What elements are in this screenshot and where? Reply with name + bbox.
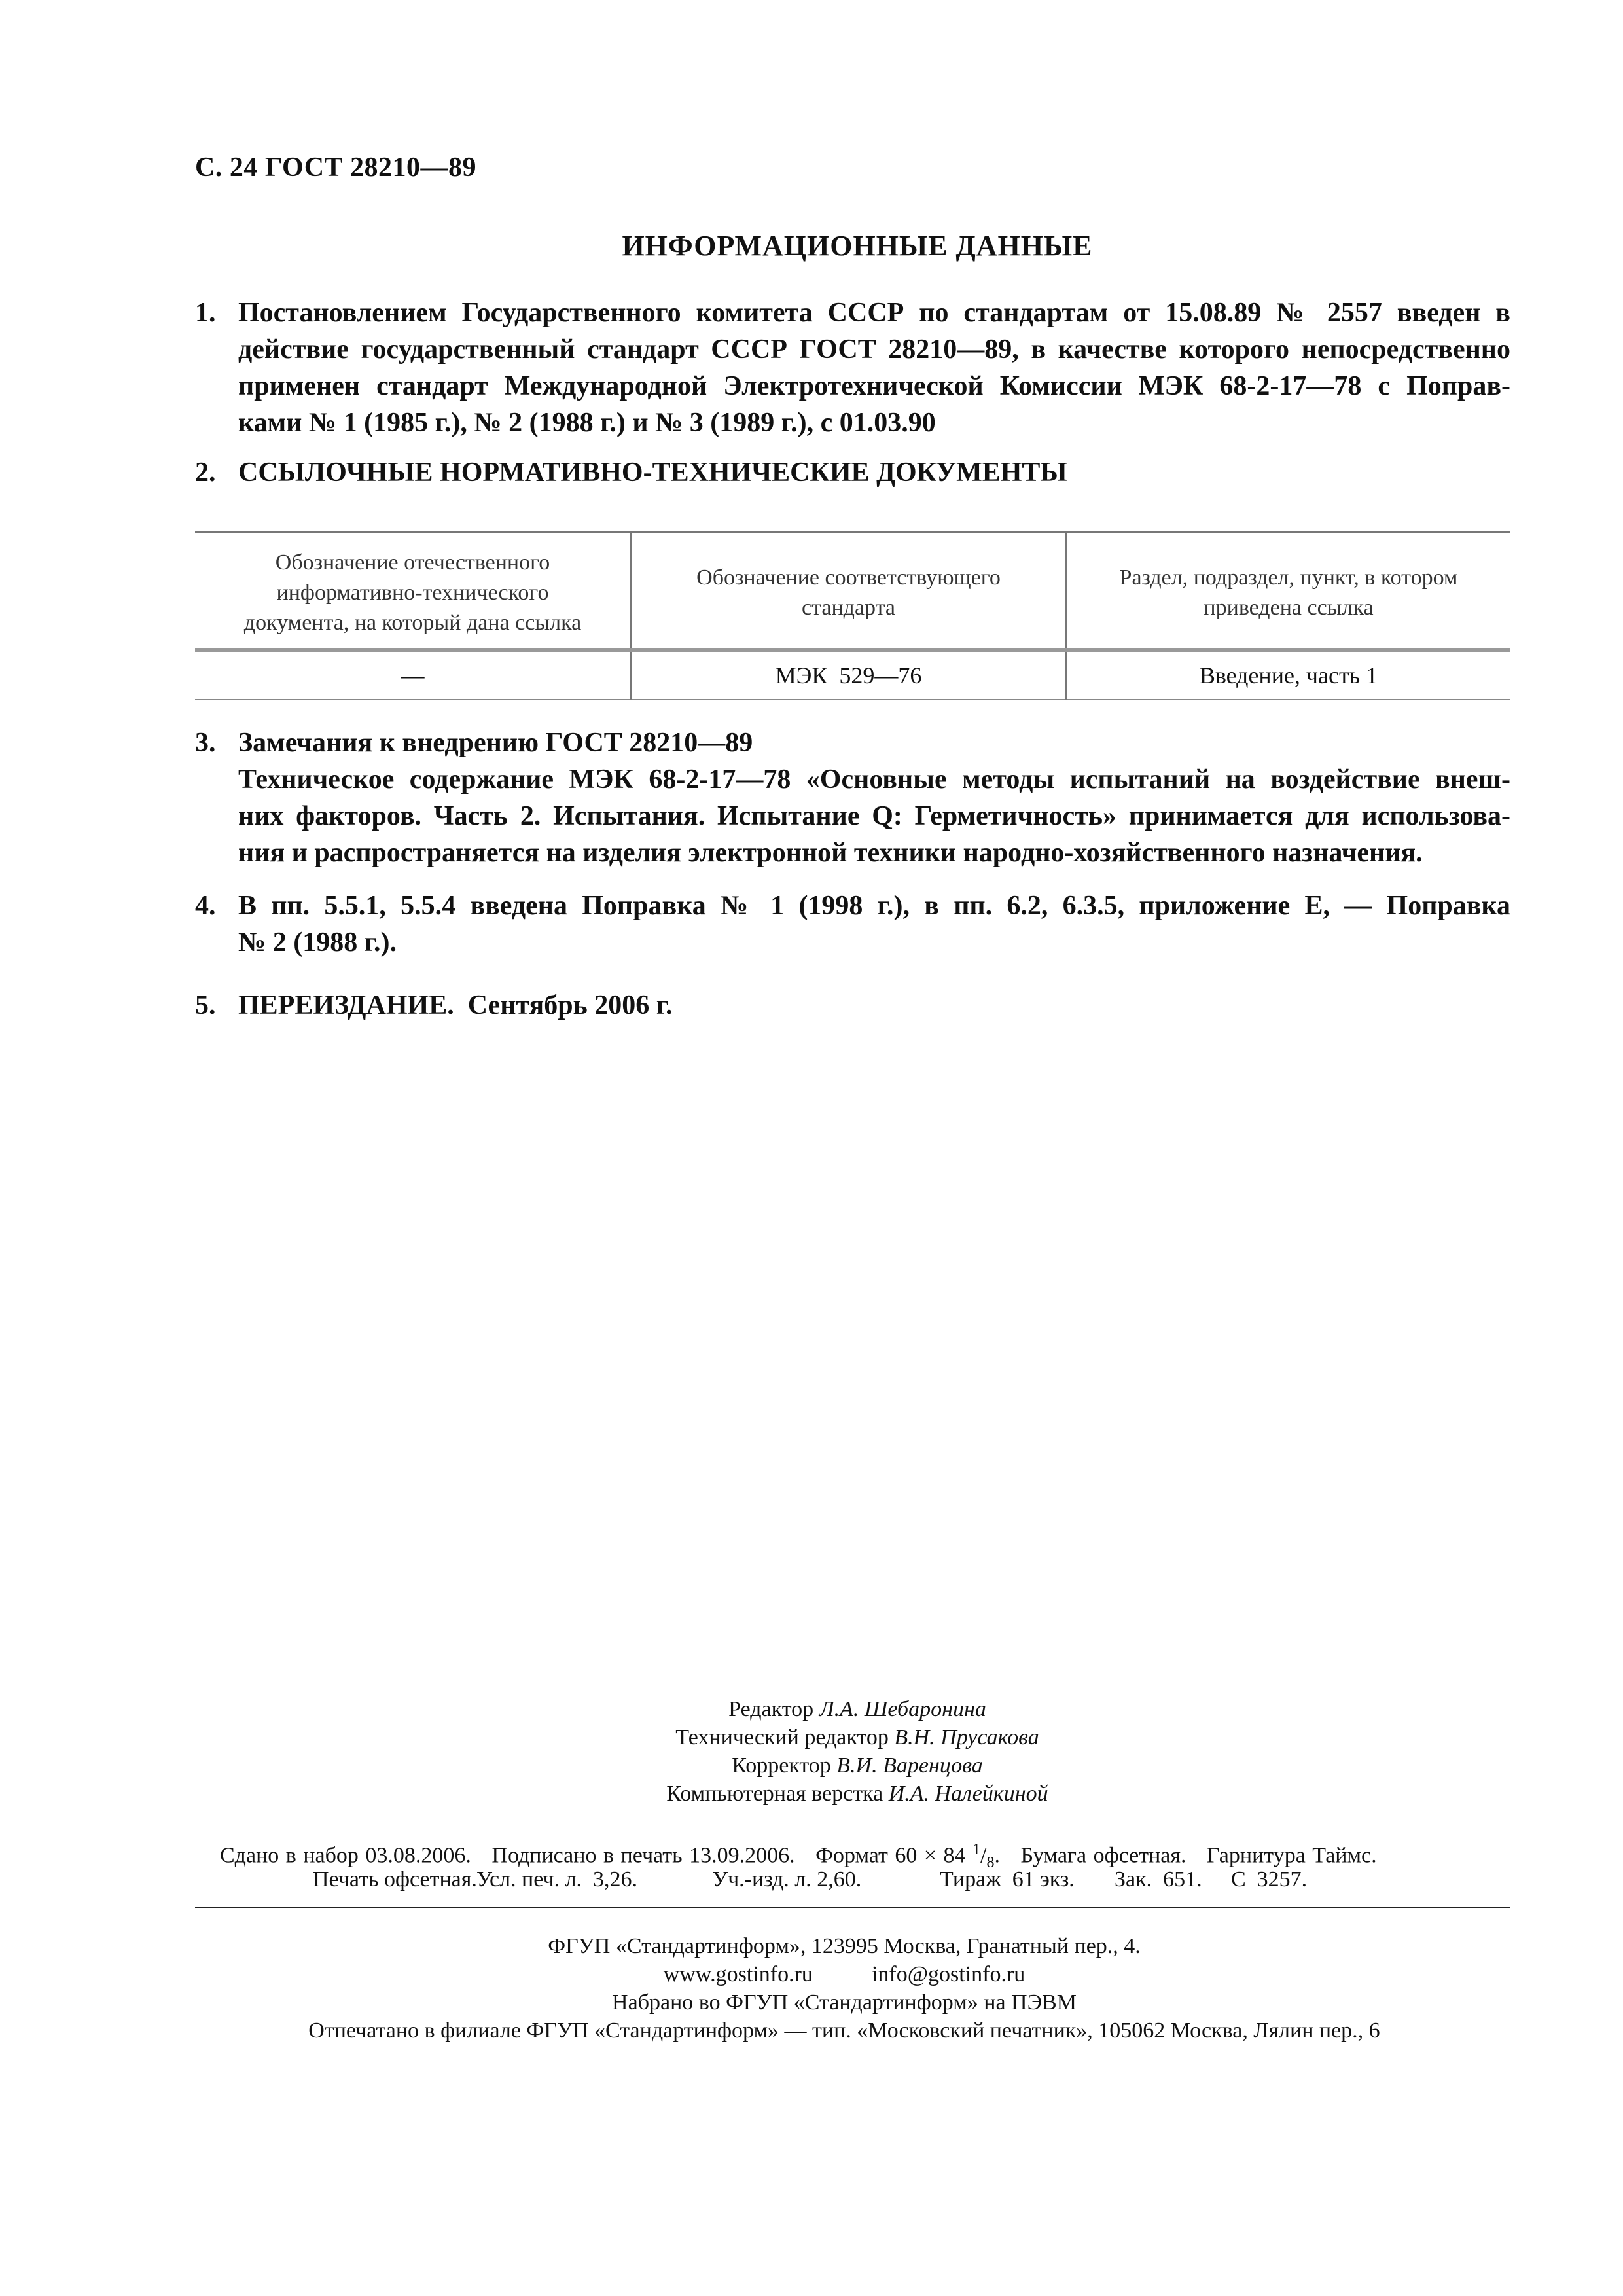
credit-role: Технический редактор — [675, 1725, 889, 1749]
item-number: 5. — [195, 990, 216, 1020]
header-line: документа, на который дана ссылка — [243, 611, 582, 635]
header-line: стандарта — [802, 596, 895, 620]
item-line: действие государственный стандарт СССР ГОСТ 28210—89, в качестве которого непосредственно — [238, 334, 1510, 365]
item-5 — [195, 987, 1510, 1024]
divider — [195, 1907, 1510, 1908]
table-cell: — — [401, 662, 425, 689]
printed-note: Отпечатано в филиале ФГУП «Стандартинформ» — тип. «Московский печатник», 105062 Москва, Лялин пер., 6 — [308, 2018, 1380, 2043]
printing-field: Печать офсетная. — [313, 1867, 477, 1892]
fraction-denominator: 8 — [986, 1854, 995, 1872]
publisher-address: ФГУП «Стандартинформ», 123995 Москва, Гранатный пер., 4. — [548, 1934, 1141, 1958]
credit-name: И.А. Налейкиной — [888, 1782, 1048, 1806]
column-header — [1066, 532, 1510, 650]
printing-line-2 — [313, 1865, 1307, 1895]
credit-name: В.Н. Прусакова — [894, 1725, 1039, 1749]
reference-table — [195, 531, 1510, 700]
item-number: 2. — [195, 457, 216, 488]
contacts-line — [0, 1960, 1623, 1988]
credit-role: Компьютерная верстка — [666, 1782, 883, 1806]
publisher-footer — [0, 1932, 1623, 2045]
item-3 — [195, 725, 1510, 871]
item-line: Замечания к внедрению ГОСТ 28210—89 — [238, 728, 753, 758]
item-line: № 2 (1988 г.). — [238, 927, 397, 958]
printing-field: Усл. печ. л. 3,26. — [476, 1867, 638, 1892]
header-line: информативно-технического — [276, 581, 549, 605]
website-link[interactable]: www.gostinfo.ru — [663, 1962, 813, 1986]
header-line: Раздел, подраздел, пункт, в котором — [1119, 565, 1458, 590]
credit-role: Редактор — [728, 1697, 814, 1721]
item-line: применен стандарт Международной Электротехнической Комиссии МЭК 68-2-17—78 с Поправ- — [238, 371, 1510, 401]
section-heading: ССЫЛОЧНЫЕ НОРМАТИВНО-ТЕХНИЧЕСКИЕ ДОКУМЕНТЫ — [238, 457, 1067, 488]
item-1 — [195, 295, 1510, 441]
item-line: ками № 1 (1985 г.), № 2 (1988 г.) и № 3 (1989 г.), с 01.03.90 — [238, 408, 936, 438]
header-line: приведена ссылка — [1204, 596, 1374, 620]
item-line: них факторов. Часть 2. Испытания. Испытание Q: Герметичность» принимается для использова- — [238, 801, 1510, 831]
credits-block — [0, 1695, 1623, 1808]
printing-field: Уч.-изд. л. 2,60. — [712, 1867, 862, 1892]
table-cell: Введение, часть 1 — [1066, 650, 1510, 700]
item-line: Постановлением Государственного комитета СССР по стандартам от 15.08.89 № 2557 введен в — [238, 298, 1510, 328]
header-line: Обозначение отечественного — [275, 550, 550, 575]
printing-field: С 3257. — [1231, 1867, 1308, 1892]
item-number: 3. — [195, 728, 216, 758]
credit-line — [0, 1723, 1623, 1751]
running-head: С. 24 ГОСТ 28210—89 — [195, 152, 477, 183]
item-line: В пп. 5.5.1, 5.5.4 введена Поправка № 1 (1998 г.), в пп. 6.2, 6.3.5, приложение Е, — Поправка — [238, 891, 1510, 921]
item-line: ния и распространяется на изделия электронной техники народно-хозяйственного назначения. — [238, 838, 1423, 868]
item-body — [238, 725, 1510, 871]
credit-line — [0, 1780, 1623, 1808]
item-body — [238, 888, 1510, 961]
credit-line — [0, 1695, 1623, 1723]
page-title: ИНФОРМАЦИОННЫЕ ДАННЫЕ — [622, 230, 1093, 262]
fraction-numerator: 1 — [972, 1841, 980, 1858]
credit-name: Л.А. Шебаронина — [819, 1697, 986, 1721]
item-4 — [195, 888, 1510, 961]
email-link[interactable]: info@gostinfo.ru — [871, 1962, 1026, 1986]
item-2 — [195, 454, 1510, 491]
credit-line — [0, 1751, 1623, 1780]
header-line: Обозначение соответствующего — [696, 565, 1001, 590]
credit-name: В.И. Варенцова — [836, 1753, 983, 1778]
column-header — [631, 532, 1066, 650]
table-cell: МЭК 529—76 — [631, 650, 1066, 700]
printing-line-1: Сдано в набор 03.08.2006. Подписано в печать 13.09.2006. Формат 60 × 84 $^1/_8$. Бумага офсетная. Гарнитура Таймс. — [220, 1841, 1377, 1872]
item-number: 1. — [195, 298, 216, 328]
column-header — [195, 532, 631, 650]
printing-text: Сдано в набор 03.08.2006. Подписано в печать 13.09.2006. Формат 60 × 84 — [220, 1843, 972, 1868]
table-row — [195, 650, 1510, 700]
printing-field: Тираж 61 экз. — [940, 1867, 1075, 1892]
typeset-note: Набрано во ФГУП «Стандартинформ» на ПЭВМ — [612, 1990, 1077, 2015]
table-header-row — [195, 532, 1510, 650]
item-line: Техническое содержание МЭК 68-2-17—78 «Основные методы испытаний на воздействие внеш- — [238, 764, 1510, 795]
item-number: 4. — [195, 891, 216, 921]
printing-text: . Бумага офсетная. Гарнитура Таймс. — [994, 1843, 1377, 1868]
item-body: ПЕРЕИЗДАНИЕ. Сентябрь 2006 г. — [238, 990, 673, 1020]
printing-field: Зак. 651. — [1115, 1867, 1202, 1892]
item-body — [238, 295, 1510, 441]
credit-role: Корректор — [732, 1753, 831, 1778]
